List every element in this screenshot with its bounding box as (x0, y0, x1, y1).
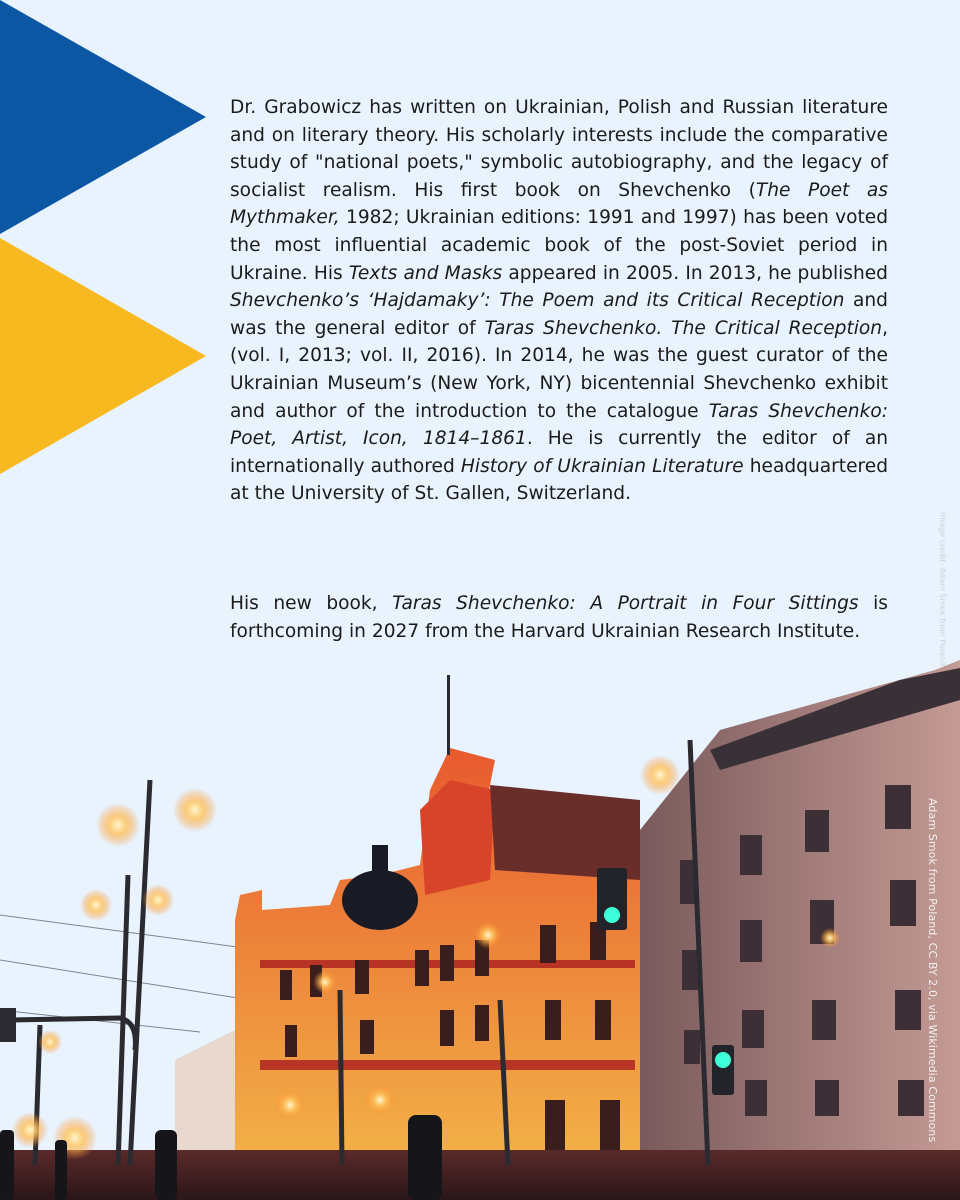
new-book-text: His new book, (230, 593, 393, 614)
new-book-title: Taras Shevchenko: A Portrait in Four Sittings (392, 593, 859, 614)
new-book-text: is forthcoming in 2027 from the Harvard Ukrainian Research Institute. (230, 593, 888, 642)
bio-text: 1982; Ukrainian editions: 1991 and 1997) has been voted the most influential academic book of the post-Soviet period in Ukraine. His (230, 207, 888, 284)
book-title: History of Ukrainian Literature (460, 455, 744, 477)
book-title: Shevchenko’s ‘Hajdamaky’: The Poem and its Critical Reception (230, 290, 845, 312)
bio-text: , (vol. I, 2013; vol. II, 2016). In 2014, he was the guest curator of the Ukrainian Museum’s (New York, NY) bicentennial Shevchenko exhibit and author of the introduction to the catalogue (230, 317, 888, 422)
book-title: Texts and Masks (348, 262, 503, 284)
bio-text: . He is currently the editor of an internationally authored (230, 428, 888, 477)
bio-text: and was the general editor of (230, 290, 888, 339)
photo-credit-faint: Image credit: Adam Smok from Poland (938, 512, 947, 667)
bio-paragraph (230, 94, 888, 508)
building-photo (0, 660, 960, 1200)
photo-credit: Adam Smok from Poland, CC BY 2.0, via Wikimedia Commons (926, 798, 939, 1143)
book-title: The Poet as Mythmaker, (230, 179, 888, 229)
bio-text: appeared in 2005. In 2013, he published (502, 262, 888, 284)
book-title: Taras Shevchenko: Poet, Artist, Icon, 1814–1861 (230, 400, 888, 450)
new-book-paragraph (230, 590, 888, 645)
flag-yellow-triangle (0, 238, 206, 474)
bio-text: headquartered at the University of St. Gallen, Switzerland. (230, 455, 888, 505)
book-title: Taras Shevchenko. The Critical Reception (484, 317, 883, 339)
bio-text: Dr. Grabowicz has written on Ukrainian, Polish and Russian literature and on literary theory. His scholarly interests include the comparative study of "national poets," symbolic autobiography, and the legacy of socialist realism. His first book on Shevchenko ( (230, 97, 888, 201)
flag-blue-triangle (0, 0, 206, 234)
